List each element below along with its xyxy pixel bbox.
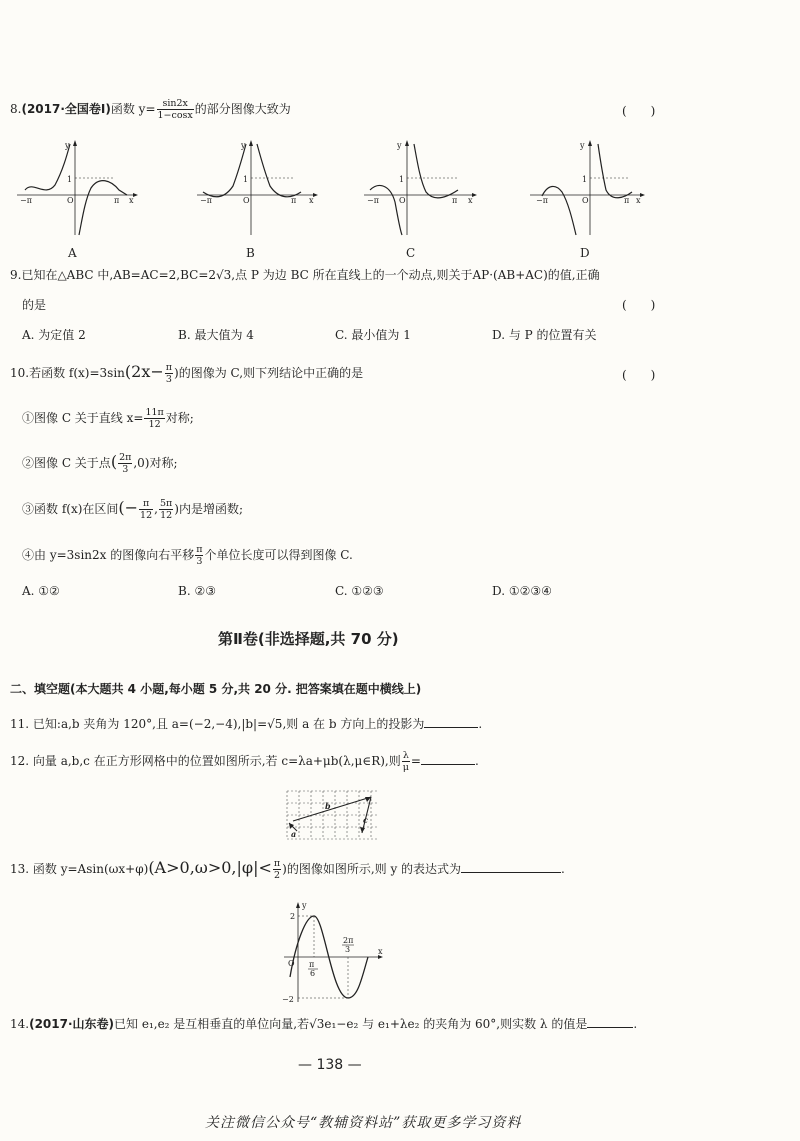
q10-option-a: A. ①② — [22, 584, 60, 598]
svg-text:y: y — [397, 141, 402, 150]
svg-text:O: O — [288, 959, 295, 968]
svg-text:O: O — [67, 196, 74, 205]
svg-text:2: 2 — [290, 912, 296, 921]
svg-text:O: O — [399, 196, 406, 205]
q10-statement-2: ②图像 C 关于点( $\frac{2\pi}{3}$ ,0)对称; — [22, 452, 178, 475]
svg-text:1: 1 — [67, 175, 73, 184]
svg-text:−π: −π — [20, 196, 32, 205]
svg-text:3: 3 — [345, 945, 351, 954]
svg-text:−π: −π — [200, 196, 212, 205]
svg-text:b: b — [325, 801, 331, 811]
svg-text:y: y — [241, 141, 246, 150]
svg-text:−π: −π — [536, 196, 548, 205]
q8-stem: 8.(2017·全国卷Ⅰ)函数 y= $\frac{\sin 2x}{1-\cos x}$ 的部分图像大致为 — [10, 98, 291, 121]
svg-text:O: O — [243, 196, 250, 205]
svg-text:1: 1 — [399, 175, 405, 184]
q10-option-c: C. ①②③ — [335, 584, 384, 598]
graph-b-label: B — [246, 246, 255, 260]
graph-c — [362, 140, 492, 240]
q14-stem: 14.(2017·山东卷)已知 e₁,e₂ 是互相垂直的单位向量,若√3e₁−e₂ 与 e₁+λe₂ 的夹角为 60°,则实数 λ 的值是 . — [10, 1017, 638, 1031]
svg-text:π: π — [624, 196, 630, 205]
section-2-title: 二、填空题(本大题共 4 小题,每小题 5 分,共 20 分. 把答案填在题中横线上) — [10, 682, 422, 696]
svg-text:c: c — [363, 815, 368, 825]
q13-sine-graph — [282, 902, 382, 1004]
q9-option-d: D. 与 P 的位置有关 — [492, 328, 597, 342]
svg-text:x: x — [309, 196, 314, 205]
svg-text:O: O — [582, 196, 589, 205]
svg-text:a: a — [291, 829, 297, 839]
graph-b — [195, 140, 325, 240]
q9-stem-cont: 的是 — [22, 298, 47, 312]
part-2-title: 第Ⅱ卷(非选择题,共 70 分) — [218, 630, 399, 648]
q10-stem: 10.若函数 f(x)=3sin(2x− $\frac{\pi}{3}$ )的图像为 C,则下列结论中正确的是 — [10, 362, 364, 385]
q14-answer-blank[interactable] — [587, 1015, 633, 1028]
q12-answer-blank[interactable] — [421, 752, 475, 765]
svg-text:2π: 2π — [343, 936, 354, 945]
q9-option-b: B. 最大值为 4 — [178, 328, 254, 342]
graph-c-label: C — [406, 246, 416, 260]
footer-promo: 关注微信公众号“教辅资料站”获取更多学习资料 — [205, 1115, 522, 1131]
q10-statement-1: ①图像 C 关于直线 x= $\frac{11\pi}{12}$ 对称; — [22, 407, 194, 430]
svg-text:−π: −π — [367, 196, 379, 205]
svg-text:y: y — [580, 141, 585, 150]
q8-answer-paren: ( ) — [622, 104, 656, 118]
graph-d — [528, 140, 658, 240]
page-number: — 138 — — [298, 1057, 362, 1073]
q9-stem: 9.已知在△ABC 中,AB=AC=2,BC=2√3,点 P 为边 BC 所在直线上的一个动点,则关于AP·(AB+AC)的值,正确 — [10, 268, 600, 282]
q11-stem: 11. 已知:a,b 夹角为 120°,且 a=(−2,−4),|b|=√5,则 a 在 b 方向上的投影为 . — [10, 717, 483, 731]
svg-text:π: π — [309, 960, 315, 969]
svg-text:x: x — [468, 196, 473, 205]
svg-text:6: 6 — [310, 969, 316, 978]
q12-stem: 12. 向量 a,b,c 在正方形网格中的位置如图所示,若 c=λa+μb(λ,μ∈R),则 $\frac{\lambda}{\mu}$ = . — [10, 750, 479, 773]
svg-text:x: x — [378, 947, 383, 956]
q10-statement-3: ③函数 f(x)在区间(− $\frac{\pi}{12}$ , $\frac{5\pi}{12}$ )内是增函数; — [22, 498, 243, 521]
graph-a — [15, 140, 145, 240]
q9-option-a: A. 为定值 2 — [22, 328, 86, 342]
q13-stem: 13. 函数 y=Asin(ωx+φ)(A>0,ω>0,|φ|< $\frac{\pi}{2}$ )的图像如图所示,则 y 的表达式为 . — [10, 858, 565, 881]
q10-option-d: D. ①②③④ — [492, 584, 552, 598]
svg-text:−2: −2 — [282, 995, 294, 1004]
q10-option-b: B. ②③ — [178, 584, 216, 598]
svg-text:π: π — [291, 196, 297, 205]
svg-text:1: 1 — [582, 175, 588, 184]
q13-answer-blank[interactable] — [461, 860, 561, 873]
q10-statement-4: ④由 y=3sin2x 的图像向右平移 $\frac{\pi}{3}$ 个单位长度可以得到图像 C. — [22, 544, 353, 567]
svg-text:x: x — [129, 196, 134, 205]
svg-text:π: π — [114, 196, 120, 205]
svg-text:x: x — [636, 196, 641, 205]
q12-vector-grid — [283, 787, 383, 845]
graph-a-label: A — [68, 246, 77, 260]
graph-d-label: D — [580, 246, 590, 260]
q11-answer-blank[interactable] — [424, 715, 478, 728]
svg-text:y: y — [65, 141, 70, 150]
q9-option-c: C. 最小值为 1 — [335, 328, 411, 342]
q10-answer-paren: ( ) — [622, 368, 656, 382]
svg-text:y: y — [302, 901, 307, 910]
svg-text:π: π — [452, 196, 458, 205]
q9-answer-paren: ( ) — [622, 298, 656, 312]
svg-text:1: 1 — [243, 175, 249, 184]
